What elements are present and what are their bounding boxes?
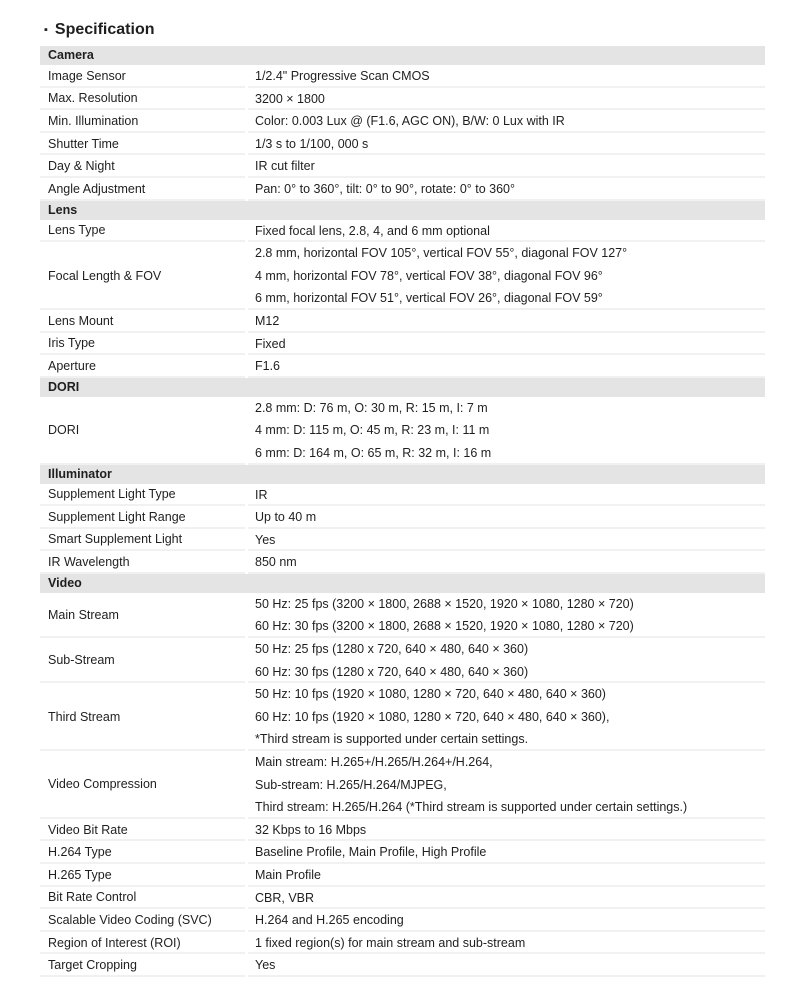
row-value-line: 60 Hz: 30 fps (1280 x 720, 640 × 480, 640 × 360) [255,664,529,679]
row-label-cell [40,506,245,529]
section-header-lens: Lens [40,201,765,220]
row-label: Scalable Video Coding (SVC) [48,912,212,927]
row-label: H.264 Type [48,845,112,860]
row-label-cell [40,88,245,111]
row-label: Sub-Stream [48,653,115,668]
row-label-cell [40,551,245,574]
row-label: Region of Interest (ROI) [48,935,181,950]
spec-row-smart-supplement-light [40,529,765,552]
row-value-cell [248,864,765,887]
spec-row-lens-mount [40,310,765,333]
spec-row-shutter-time [40,133,765,156]
spec-row-day-night [40,155,765,178]
row-value-cell [248,954,765,977]
spec-row-ir-wavelength [40,551,765,574]
row-value-line: 50 Hz: 25 fps (3200 × 1800, 2688 × 1520, 1920 × 1080, 1280 × 720) [255,596,634,611]
row-value-cell [248,397,765,465]
row-label-cell [40,841,245,864]
row-label-cell [40,909,245,932]
row-value-cell [248,819,765,842]
spec-row-supplement-light-type [40,484,765,507]
row-value-line: 850 nm [255,555,297,570]
section-header-video: Video [40,574,765,593]
row-label: Third Stream [48,709,121,724]
row-value-line: 6 mm: D: 164 m, O: 65 m, R: 32 m, I: 16 m [255,445,492,460]
row-label: DORI [48,423,80,438]
row-value-line: M12 [255,313,280,328]
spec-row-scalable-video-coding-svc [40,909,765,932]
row-value-cell [248,932,765,955]
row-value-cell [248,133,765,156]
row-value-cell [248,638,765,683]
spec-row-max-resolution [40,88,765,111]
row-value-line: Fixed [255,336,286,351]
section-header-dori: DORI [40,378,765,397]
row-value-line: CBR, VBR [255,890,315,905]
row-value-cell [248,110,765,133]
row-value-line: Sub-stream: H.265/H.264/MJPEG, [255,777,447,792]
row-value-cell [248,178,765,201]
row-label-cell [40,397,245,465]
row-value-line: Yes [255,532,276,547]
row-label: Smart Supplement Light [48,532,183,547]
row-label: H.265 Type [48,867,112,882]
section-header-camera: Camera [40,46,765,65]
row-value-line: 60 Hz: 30 fps (3200 × 1800, 2688 × 1520, 1920 × 1080, 1280 × 720) [255,619,634,634]
row-value-line: 50 Hz: 25 fps (1280 x 720, 640 × 480, 640 × 360) [255,642,529,657]
row-value-cell [248,333,765,356]
row-value-cell [248,242,765,310]
row-value-cell [248,593,765,638]
row-label: Angle Adjustment [48,181,146,196]
section-header-illuminator: Illuminator [40,465,765,484]
spec-row-iris-type [40,333,765,356]
row-value-line: *Third stream is supported under certain settings. [255,732,529,747]
row-label: Target Cropping [48,958,137,973]
row-value-line: 1/3 s to 1/100, 000 s [255,136,369,151]
row-value-line: Color: 0.003 Lux @ (F1.6, AGC ON), B/W: 0 Lux with IR [255,114,565,129]
row-label: IR Wavelength [48,555,130,570]
spec-row-supplement-light-range [40,506,765,529]
row-value-line: 60 Hz: 10 fps (1920 × 1080, 1280 × 720, 640 × 480, 640 × 360), [255,709,610,724]
row-label: Supplement Light Type [48,487,176,502]
row-value-cell [248,484,765,507]
row-value-cell [248,310,765,333]
row-value-cell [248,751,765,819]
row-value-cell [248,355,765,378]
page-title [44,21,800,39]
row-value-line: 4 mm: D: 115 m, O: 45 m, R: 23 m, I: 11 m [255,423,490,438]
row-label: Iris Type [48,336,96,351]
row-label-cell [40,65,245,88]
row-value-line: Third stream: H.265/H.264 (*Third stream is supported under certain settings.) [255,800,688,815]
row-label: Video Bit Rate [48,822,128,837]
page-title-text: Specification [54,21,155,38]
spec-row-lens-type [40,220,765,243]
row-label: Max. Resolution [48,91,138,106]
row-value-line: F1.6 [255,359,281,374]
spec-row-third-stream [40,683,765,751]
row-label: Lens Type [48,223,106,238]
row-value-cell [248,155,765,178]
row-label-cell [40,220,245,243]
row-label: Lens Mount [48,313,114,328]
row-value-line: Main Profile [255,868,321,882]
row-label-cell [40,529,245,552]
row-value-line: 2.8 mm: D: 76 m, O: 30 m, R: 15 m, I: 7 m [255,400,488,415]
row-label-cell [40,333,245,356]
row-label: Image Sensor [48,68,126,83]
row-value-line: Baseline Profile, Main Profile, High Profile [255,845,487,860]
row-value-line: 32 Kbps to 16 Mbps [255,822,367,837]
spec-row-focal-length-fov [40,242,765,310]
row-label-cell [40,864,245,887]
row-label-cell [40,887,245,910]
spec-row-main-stream [40,593,765,638]
row-label-cell [40,932,245,955]
row-label: Aperture [48,358,96,373]
row-label: Min. Illumination [48,113,139,128]
spec-row-target-cropping [40,954,765,977]
row-label-cell [40,155,245,178]
row-label-cell [40,683,245,751]
spec-row-h-265-type [40,864,765,887]
row-label-cell [40,484,245,507]
row-label-cell [40,178,245,201]
spec-row-h-264-type [40,841,765,864]
spec-row-min-illumination [40,110,765,133]
spec-row-aperture [40,355,765,378]
row-value-line: 1/2.4" Progressive Scan CMOS [255,69,430,83]
row-value-line: 1 fixed region(s) for main stream and sub-stream [255,935,526,950]
row-label-cell [40,819,245,842]
row-value-line: Up to 40 m [255,510,317,525]
row-label-cell [40,751,245,819]
row-label-cell [40,355,245,378]
row-value-cell [248,65,765,88]
row-value-line: IR [255,487,268,502]
spec-row-sub-stream [40,638,765,683]
row-value-cell [248,551,765,574]
row-value-cell [248,506,765,529]
row-label-cell [40,310,245,333]
row-label-cell [40,133,245,156]
row-label: Video Compression [48,777,157,792]
row-label: Shutter Time [48,136,119,151]
row-label-cell [40,954,245,977]
row-value-cell [248,220,765,243]
row-value-cell [248,887,765,910]
row-label-cell [40,110,245,133]
spec-row-bit-rate-control [40,887,765,910]
row-value-line: 2.8 mm, horizontal FOV 105°, vertical FOV 55°, diagonal FOV 127° [255,246,628,261]
row-value-cell [248,841,765,864]
row-value-cell [248,88,765,111]
spec-row-image-sensor [40,65,765,88]
spec-row-dori [40,397,765,465]
spec-table [40,46,765,977]
row-value-line: IR cut filter [255,159,315,174]
row-label-cell [40,593,245,638]
row-value-line: Fixed focal lens, 2.8, 4, and 6 mm optional [255,223,490,238]
row-label: Day & Night [48,159,115,174]
row-value-line: Pan: 0° to 360°, tilt: 0° to 90°, rotate: 0° to 360° [255,181,516,196]
row-value-cell [248,909,765,932]
row-label: Supplement Light Range [48,509,186,524]
row-value-line: H.264 and H.265 encoding [255,913,404,928]
spec-row-video-bit-rate [40,819,765,842]
row-label-cell [40,242,245,310]
row-value-cell [248,529,765,552]
row-label: Bit Rate Control [48,890,137,905]
row-value-line: 6 mm, horizontal FOV 51°, vertical FOV 26°, diagonal FOV 59° [255,291,603,306]
spec-row-video-compression [40,751,765,819]
row-label-cell [40,638,245,683]
row-value-line: Yes [255,958,276,973]
row-label: Focal Length & FOV [48,268,162,283]
row-value-line: 4 mm, horizontal FOV 78°, vertical FOV 38°, diagonal FOV 96° [255,268,603,283]
bullet-icon: ▪ [44,23,48,36]
row-value-line: 3200 × 1800 [255,91,325,106]
row-label: Main Stream [48,607,119,622]
row-value-line: Main stream: H.265+/H.265/H.264+/H.264, [255,755,493,770]
row-value-line: 50 Hz: 10 fps (1920 × 1080, 1280 × 720, 640 × 480, 640 × 360) [255,687,606,702]
spec-row-angle-adjustment [40,178,765,201]
row-value-cell [248,683,765,751]
spec-row-region-of-interest-roi [40,932,765,955]
